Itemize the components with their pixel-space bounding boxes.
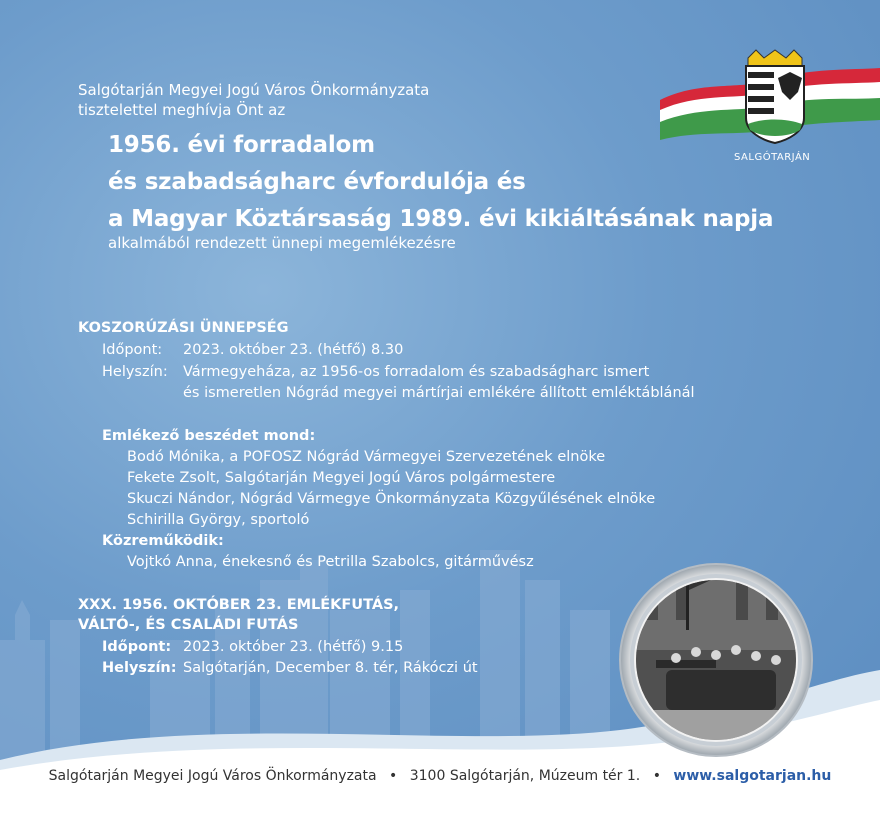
footer-separator: • — [652, 768, 661, 784]
contrib-heading: Közreműködik: — [102, 533, 224, 549]
speaker-item: Skuczi Nándor, Nógrád Vármegye Önkormányzata Közgyűlésének elnöke — [127, 491, 656, 507]
speaker-item: Bodó Mónika, a POFOSZ Nógrád Vármegyei Szervezetének elnöke — [127, 449, 606, 465]
section-heading-run-2: VÁLTÓ-, ÉS CSALÁDI FUTÁS — [78, 617, 299, 633]
place-value-line-2: és ismeretlen Nógrád megyei mártírjai emlékére állított emléktáblánál — [183, 385, 695, 401]
logo-caption: SALGÓTARJÁN — [734, 152, 811, 163]
event-title — [108, 127, 773, 238]
speaker-item: Fekete Zsolt, Salgótarján Megyei Jogú Város polgármestere — [127, 470, 556, 486]
time-label: Időpont: — [102, 342, 163, 358]
place-label: Helyszín: — [102, 364, 168, 380]
footer-address: 3100 Salgótarján, Múzeum tér 1. — [409, 768, 641, 784]
place-value: Salgótarján, December 8. tér, Rákóczi út — [183, 660, 478, 676]
speaker-item: Schirilla György, sportoló — [127, 512, 310, 528]
title-line-2: és szabadságharc évfordulója és — [108, 169, 526, 195]
section-heading-run-1: XXX. 1956. OKTÓBER 23. EMLÉKFUTÁS, — [78, 597, 400, 613]
speakers-heading: Emlékező beszédet mond: — [102, 428, 316, 444]
footer-website-link[interactable]: www.salgotarjan.hu — [673, 768, 832, 784]
footer-separator: • — [389, 768, 398, 784]
inviter-text — [78, 80, 429, 120]
time-value: 2023. október 23. (hétfő) 9.15 — [183, 639, 404, 655]
event-subtitle: alkalmából rendezett ünnepi megemlékezésre — [108, 234, 456, 252]
place-label: Helyszín: — [102, 660, 177, 676]
title-line-3: a Magyar Köztársaság 1989. évi kikiáltásának napja — [108, 206, 774, 232]
contrib-value: Vojtkó Anna, énekesnő és Petrilla Szabolcs, gitárművész — [127, 554, 534, 570]
footer-org: Salgótarján Megyei Jogú Város Önkormányzata — [48, 768, 377, 784]
historic-photo-medallion — [616, 560, 816, 760]
time-label: Időpont: — [102, 639, 172, 655]
place-value-line-1: Vármegyeháza, az 1956-os forradalom és szabadságharc ismert — [183, 364, 650, 380]
inviter-line-1: Salgótarján Megyei Jogú Város Önkormányzata — [78, 81, 430, 99]
footer-contact — [0, 768, 880, 784]
time-value: 2023. október 23. (hétfő) 8.30 — [183, 342, 404, 358]
section-heading-wreath: KOSZORÚZÁSI ÜNNEPSÉG — [78, 320, 289, 336]
title-line-1: 1956. évi forradalom — [108, 132, 375, 158]
inviter-line-2: tisztelettel meghívja Önt az — [78, 101, 286, 119]
